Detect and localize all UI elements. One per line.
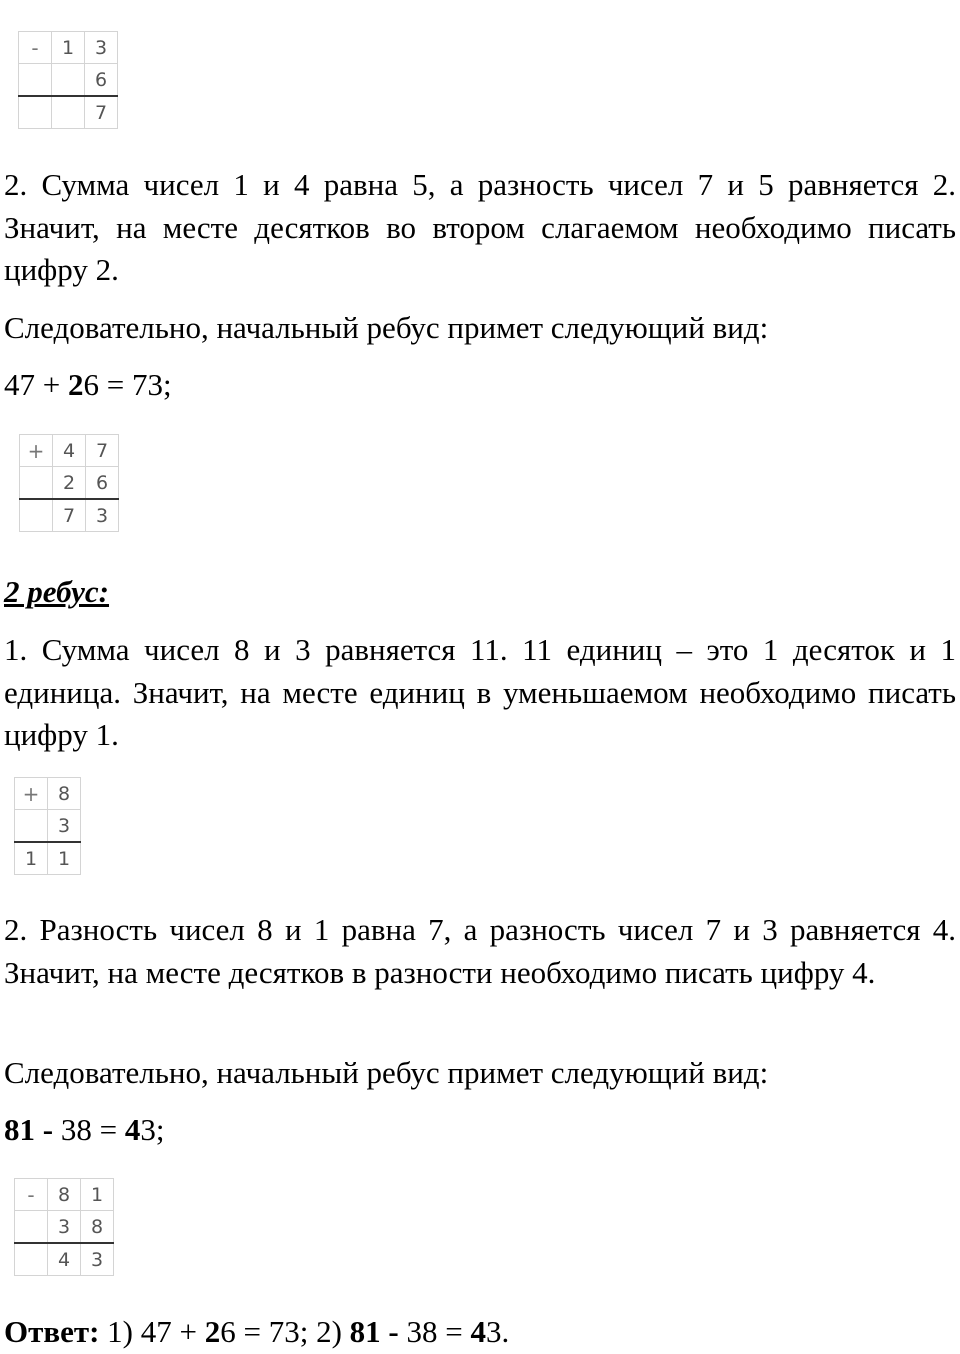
grid-cell: 6: [85, 64, 118, 97]
grid-cell: [19, 96, 52, 129]
grid-cell: +: [20, 435, 53, 467]
eq1-result: = 73;: [98, 367, 172, 402]
paragraph-conclusion-1: Следовательно, начальный ребус примет следующий вид:: [4, 310, 769, 345]
eq2-bold-term: 81: [4, 1112, 35, 1147]
grid-cell: [15, 1211, 48, 1244]
grid-cell: 6: [86, 467, 119, 500]
eq1-term-a: 47: [4, 367, 35, 402]
grid-cell: [52, 64, 85, 97]
eq2-bold-digit: 4: [124, 1112, 141, 1147]
grid-cell: 3: [48, 1211, 81, 1244]
grid-cell: 7: [86, 435, 119, 467]
grid-cell: -: [15, 1179, 48, 1211]
grid-cell: [15, 810, 48, 843]
section-heading-rebus-2: 2 ребус:: [4, 574, 110, 609]
rebus-grid-3: [14, 777, 81, 875]
eq2-op: -: [35, 1112, 61, 1147]
grid-cell: 1: [15, 842, 48, 875]
paragraph-step-2b: 2. Разность чисел 8 и 1 равна 7, а разность чисел 7 и 3 равняется 4. Значит, на месте десятков в разности необходимо писать цифру 4.: [4, 912, 956, 990]
equation-1: [4, 364, 956, 407]
answer-part: 38 =: [398, 1314, 471, 1349]
grid-cell: +: [15, 778, 48, 810]
grid-cell: 3: [86, 499, 119, 532]
grid-cell: 1: [52, 32, 85, 64]
grid-cell: 7: [85, 96, 118, 129]
eq2-rest: 3;: [140, 1112, 165, 1147]
grid-cell: -: [19, 32, 52, 64]
answer-part: 6 = 73; 2): [220, 1314, 350, 1349]
grid-cell: 8: [48, 1179, 81, 1211]
grid-cell: 1: [48, 842, 81, 875]
rebus-grid-4: [14, 1178, 114, 1276]
grid-cell: 1: [81, 1179, 114, 1211]
paragraph-step-2: 2. Сумма чисел 1 и 4 равна 5, а разность чисел 7 и 5 равняется 2. Значит, на месте десятков во втором слагаемом необходимо писать цифру 2.: [4, 167, 956, 287]
grid-cell: 7: [53, 499, 86, 532]
answer-label: Ответ:: [4, 1314, 100, 1349]
answer-line: [4, 1311, 956, 1354]
grid-cell: 3: [81, 1243, 114, 1276]
equation-2: [4, 1109, 956, 1152]
grid-cell: 4: [48, 1243, 81, 1276]
answer-bold: 81 -: [349, 1314, 399, 1349]
answer-bold: 4: [470, 1314, 486, 1349]
grid-cell: 2: [53, 467, 86, 500]
answer-part: 3.: [485, 1314, 510, 1349]
grid-cell: 3: [48, 810, 81, 843]
paragraph-step-1: 1. Сумма чисел 8 и 3 равняется 11. 11 единиц – это 1 десяток и 1 единица. Значит, на месте единиц в уменьшаемом необходимо писать цифру 1.: [4, 632, 956, 752]
eq2-term-b: 38 =: [60, 1112, 125, 1147]
grid-cell: [15, 1243, 48, 1276]
rebus-grid-1: [18, 31, 118, 129]
grid-cell: [52, 96, 85, 129]
grid-cell: 4: [53, 435, 86, 467]
eq1-rest: 6: [83, 367, 99, 402]
grid-cell: 8: [48, 778, 81, 810]
grid-cell: [20, 467, 53, 500]
rebus-grid-2: [19, 434, 119, 532]
eq1-op: +: [35, 367, 68, 402]
answer-bold: 2: [204, 1314, 221, 1349]
grid-cell: [19, 64, 52, 97]
grid-cell: 8: [81, 1211, 114, 1244]
eq1-bold-digit: 2: [67, 367, 84, 402]
answer-part: 1) 47 +: [99, 1314, 205, 1349]
paragraph-conclusion-2: Следовательно, начальный ребус примет следующий вид:: [4, 1055, 769, 1090]
grid-cell: [20, 499, 53, 532]
grid-cell: 3: [85, 32, 118, 64]
